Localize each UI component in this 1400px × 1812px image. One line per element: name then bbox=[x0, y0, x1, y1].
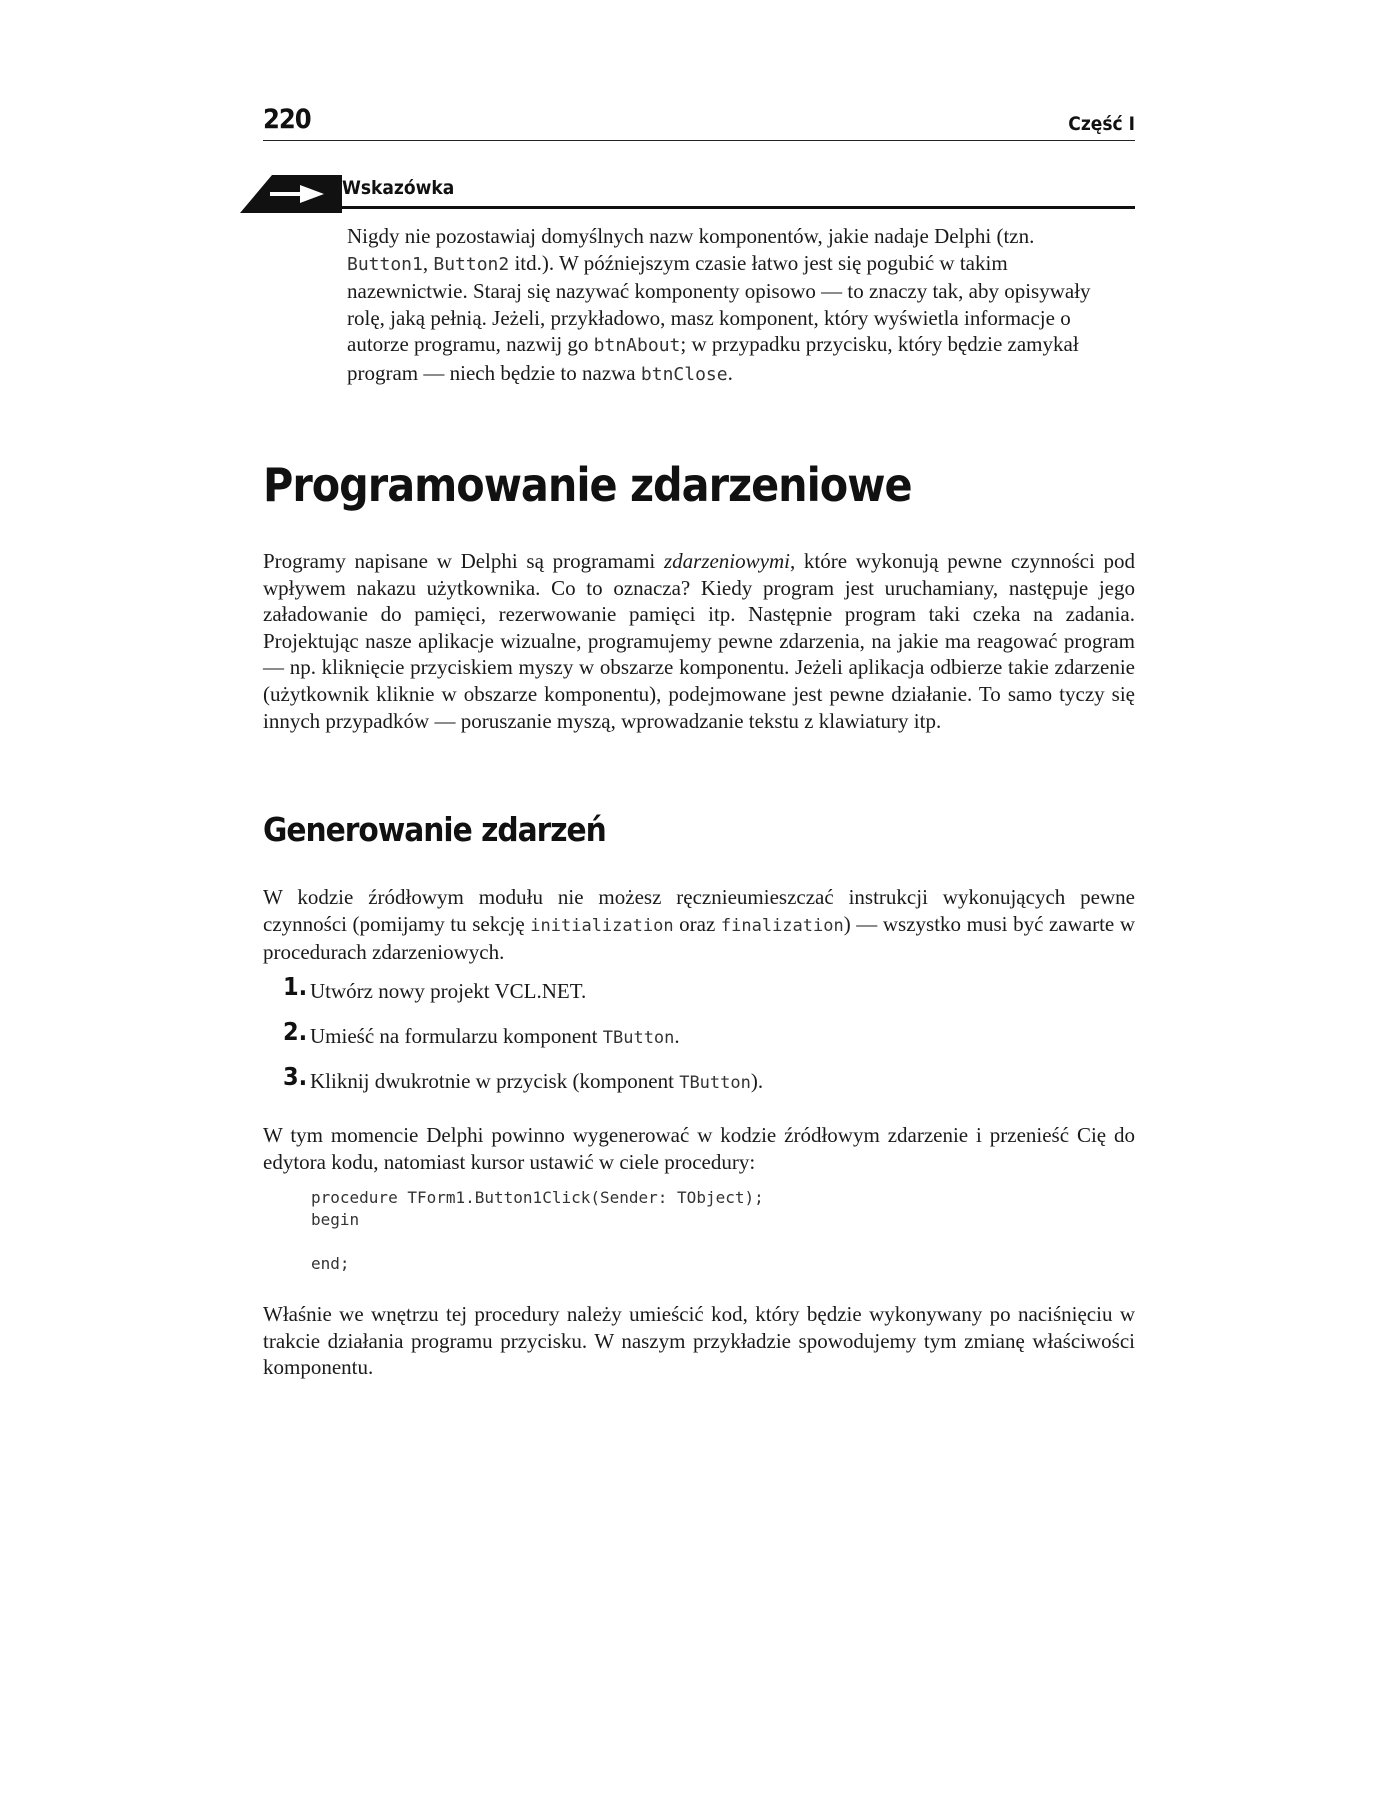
text-run: , które wykonują pewne czynności pod wpływem nakazu użytkownika. Co to oznacza? Kiedy program jest uruchamiany, następuje jego załadowanie do pamięci, rezerwowanie pamięci itp. Następnie program taki czeka na zadania. Projektując nasze aplikacje wizualne, programujemy pewne zdarzenia, na jakie ma reagować program — np. kliknięcie przyciskiem myszy w obszarze komponentu. Jeżeli aplikacja odbierze takie zdarzenie (użytkownik kliknie w obszarze komponentu), podejmowane jest pewne działanie. To samo tyczy się innych przypadków — poruszanie myszą, wprowadzanie tekstu z klawiatury itp. bbox=[263, 549, 1135, 733]
inline-code: btnClose bbox=[640, 363, 728, 385]
inline-code: TButton bbox=[602, 1028, 675, 1048]
step-number: 2. bbox=[283, 1017, 308, 1046]
text-run: W tym momencie Delphi powinno wygenerować w kodzie źródłowym zdarzenie i przenieść Cię do edytora kodu, natomiast kursor ustawić w ciele procedury: bbox=[263, 1123, 1135, 1174]
code-line: procedure TForm1.Button1Click(Sender: TObject); bbox=[311, 1188, 764, 1207]
code-line: end; bbox=[311, 1254, 350, 1273]
code-block bbox=[311, 1187, 764, 1275]
arrow-right-icon bbox=[240, 175, 342, 213]
text-run: , bbox=[422, 250, 434, 275]
inline-code: TButton bbox=[679, 1073, 751, 1093]
text-run: ; w przypadku przycisku, który będzie zamykał program — niech będzie to nazwa bbox=[347, 332, 1079, 385]
step-number: 3. bbox=[283, 1062, 308, 1091]
subsection-heading: Generowanie zdarzeń bbox=[263, 810, 606, 849]
text-run: ). bbox=[750, 1069, 764, 1093]
code-line: begin bbox=[311, 1210, 360, 1229]
text-run: . bbox=[674, 1024, 680, 1048]
section-paragraph bbox=[263, 548, 1135, 734]
code-line bbox=[311, 1231, 764, 1253]
text-run: Właśnie we wnętrzu tej procedury należy umieścić kod, który będzie wykonywany po naciśnięciu w trakcie działania programu przycisku. W naszym przykładzie spowodujemy tym zmianę właściwości komponentu. bbox=[263, 1302, 1135, 1380]
emphasis: zdarzeniowymi bbox=[663, 549, 790, 573]
list-item bbox=[283, 1017, 1135, 1068]
step-number: 1. bbox=[283, 972, 308, 1001]
page-header bbox=[263, 102, 1135, 141]
page-number: 220 bbox=[263, 104, 311, 135]
tip-title: Wskazówka bbox=[342, 177, 455, 199]
step-text bbox=[310, 1024, 680, 1048]
list-item bbox=[283, 1062, 1135, 1113]
text-run: Programy napisane w Delphi są programami bbox=[263, 549, 664, 573]
subsection-intro bbox=[263, 884, 1135, 966]
inline-code: initialization bbox=[530, 915, 674, 936]
after-steps-paragraph bbox=[263, 1122, 1135, 1175]
inline-code: finalization bbox=[720, 915, 844, 936]
text-run: Utwórz nowy projekt VCL.NET. bbox=[310, 979, 587, 1003]
section-heading: Programowanie zdarzeniowe bbox=[263, 458, 912, 512]
text-run: itd.). W późniejszym czasie łatwo jest się pogubić w takim nazewnictwie. Staraj się nazywać komponenty opisowo — to znaczy tak, aby opisywały rolę, jaką pełnią. Jeżeli, przykładowo, masz komponent, który wyświetla informacje o autorze programu, nazwij go bbox=[347, 250, 1091, 357]
inline-code: Button1 bbox=[347, 253, 423, 275]
step-text bbox=[310, 979, 586, 1003]
inline-code: btnAbout bbox=[593, 335, 681, 357]
steps-list bbox=[283, 972, 1135, 1113]
text-run: oraz bbox=[673, 911, 721, 936]
text-run: . bbox=[727, 360, 733, 385]
text-run: Umieść na formularzu komponent bbox=[310, 1024, 603, 1048]
text-run: Kliknij dwukrotnie w przycisk (komponent bbox=[310, 1069, 680, 1093]
part-label: Część I bbox=[1068, 113, 1135, 135]
tip-banner bbox=[240, 175, 1135, 213]
text-run: ) — wszystko musi być zawarte w procedurach zdarzeniowych. bbox=[263, 911, 1135, 965]
inline-code: Button2 bbox=[433, 253, 510, 275]
tip-rule bbox=[340, 206, 1135, 209]
step-text bbox=[310, 1069, 763, 1093]
text-run: W kodzie źródłowym modułu nie możesz ręcznieumieszczać instrukcji wykonujących pewne czynności (pomijamy tu sekcję bbox=[263, 885, 1135, 936]
closing-paragraph bbox=[263, 1301, 1135, 1381]
list-item bbox=[283, 972, 1135, 1023]
text-run: Nigdy nie pozostawiaj domyślnych nazw komponentów, jakie nadaje Delphi (tzn. bbox=[347, 224, 1035, 248]
tip-text bbox=[347, 223, 1107, 389]
